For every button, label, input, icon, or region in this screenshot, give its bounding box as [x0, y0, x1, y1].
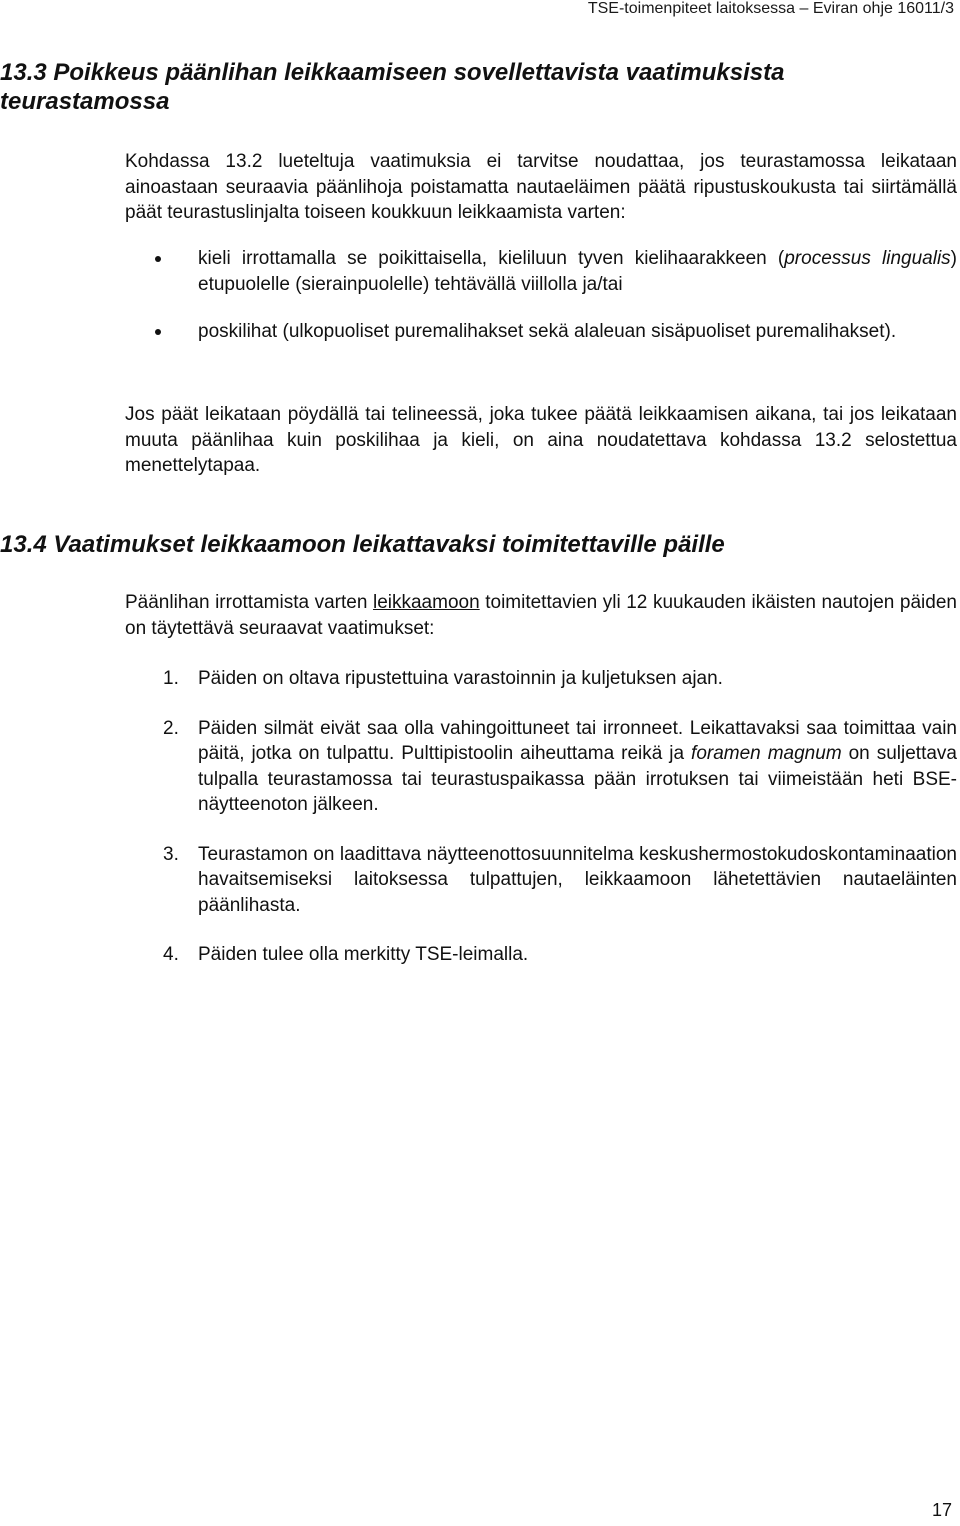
bullet-dot-icon [155, 256, 161, 262]
requirement-text: Päiden silmät eivät saa olla vahingoittuneet tai irronneet. Leikattavaksi saa toimittaa vain päitä, jotka on tulpattu. Pulttipistoolin aiheuttama reikä ja [198, 717, 957, 764]
latin-term: foramen magnum [691, 743, 842, 764]
latin-term: processus lingualis [784, 248, 951, 269]
requirement-item [163, 716, 957, 818]
item-number: 3. [163, 843, 179, 865]
requirement-text: Teurastamon on laadittava näytteenottosuunnitelma keskushermostokudoskontaminaation havaitsemiseksi laitoksessa tulpattujen, leikkaamoon lähetettävien nautaeläinten päänlihasta. [198, 843, 957, 916]
list-item-text: kieli irrottamalla se poikittaisella, kieliluun tyven kielihaarakkeen ( [198, 248, 785, 269]
section-heading-13-4: 13.4 Vaatimukset leikkaamoon leikattavaksi toimitettaville päille [0, 531, 725, 558]
page-number: 17 [931, 1500, 952, 1520]
requirement-text-cont: on suljettava tulpalla teurastamossa tai teurastuspaikassa pään irrotuksen tai viimeistään heti BSE-näytteenoton jälkeen. [198, 743, 957, 815]
section-heading-13-3: 13.3 Poikkeus päänlihan leikkaamiseen sovellettavista vaatimuksista teurastamossa [0, 59, 785, 115]
item-number: 2. [163, 717, 179, 739]
item-number: 1. [163, 668, 179, 689]
bullet-dot-icon [155, 329, 161, 335]
list-item [155, 319, 957, 345]
paragraph-13-4-intro [125, 590, 957, 641]
requirement-text: Päiden tulee olla merkitty TSE-leimalla. [198, 944, 529, 965]
list-item [155, 246, 957, 297]
requirements-list [163, 666, 957, 992]
requirement-item [163, 942, 957, 968]
item-number: 4. [163, 944, 179, 965]
intro-text: Päänlihan irrottamista varten [125, 592, 373, 613]
underlined-term: leikkaamoon [372, 592, 480, 613]
bullet-list [155, 246, 957, 367]
requirement-text: Päiden on oltava ripustettuina varastoinnin ja kuljetuksen ajan. [198, 668, 723, 689]
list-item-text-cont: ) etupuolelle (sierainpuolelle) tehtävällä viillolla ja/tai [198, 248, 957, 295]
intro-text-cont: toimitettavien yli 12 kuukauden ikäisten nautojen päiden on täytettävä seuraavat vaatimukset: [125, 592, 957, 639]
paragraph-13-3-intro: Kohdassa 13.2 lueteltuja vaatimuksia ei tarvitse noudattaa, jos teurastamossa leikataan ainoastaan seuraavia päänlihoja poistamatta nautaeläimen päätä ripustuskoukusta tai siirtämällä päät teurastuslinjalta toiseen koukkuun leikkaamista varten: [125, 151, 957, 223]
requirement-item [163, 842, 957, 919]
paragraph-13-3-closing: Jos päät leikataan pöydällä tai telineessä, joka tukee päätä leikkaamisen aikana, tai jos leikataan muuta päänlihaa kuin poskilihaa ja kieli, on aina noudatettava kohdassa 13.2 selostettua menettelytapaa. [125, 404, 957, 476]
running-header: TSE-toimenpiteet laitoksessa – Eviran ohje 16011/3 [587, 0, 954, 17]
requirement-item [163, 666, 957, 692]
list-item-text: poskilihat (ulkopuoliset puremalihakset sekä alaleuan sisäpuoliset puremalihakset). [198, 321, 897, 342]
